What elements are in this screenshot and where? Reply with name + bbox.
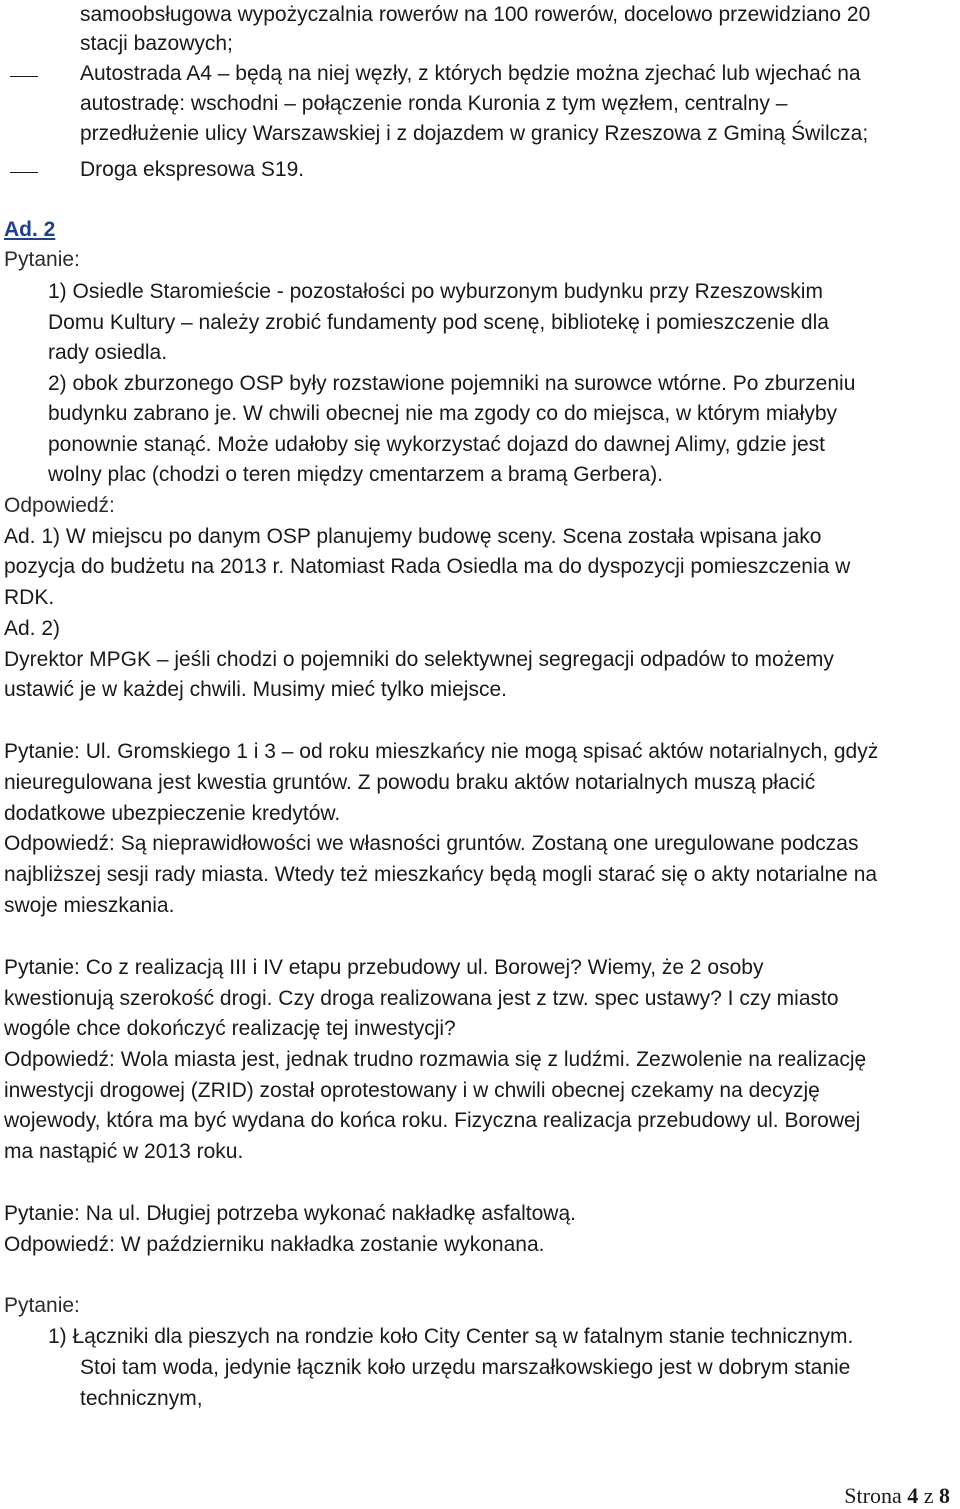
page-number [844,1483,950,1509]
text-line: inwestycji drogowej (ZRID) został oprotestowany i w chwili obecnej czekamy na decyzję [4,1079,820,1102]
text-line: Pytanie: Ul. Gromskiego 1 i 3 – od roku mieszkańcy nie mogą spisać aktów notarialnych, gdyż [4,740,879,763]
text-line: RDK. [4,586,55,609]
text-line: przedłużenie ulicy Warszawskiej i z dojazdem w granicy Rzeszowa z Gminą Świlcza; [80,122,869,145]
text-line: Odpowiedź: W październiku nakładka zostanie wykonana. [4,1233,545,1256]
text-line: kwestionują szerokość drogi. Czy droga realizowana jest z tzw. spec ustawy? I czy miasto [4,987,839,1010]
text-line: samoobsługowa wypożyczalnia rowerów na 100 rowerów, docelowo przewidziano 20 [80,3,871,26]
page-current: 4 [907,1483,919,1508]
text-line: autostradę: wschodni – połączenie ronda Kuronia z tym węzłem, centralny – [80,92,788,115]
page-mid: z [918,1483,939,1508]
text-line: 2) obok zburzonego OSP były rozstawione pojemniki na surowce wtórne. Po zburzeniu [48,372,856,395]
text-line: 1) Osiedle Staromieście - pozostałości po wyburzonym budynku przy Rzeszowskim [48,280,823,303]
text-line: wogóle chce dokończyć realizację tej inwestycji? [4,1017,456,1040]
text-line: nieuregulowana jest kwestia gruntów. Z powodu braku aktów notarialnych muszą płacić [4,771,816,794]
question-label: Pytanie: [4,248,80,271]
bullet-dash [10,172,38,173]
text-line: dodatkowe ubezpieczenie kredytów. [4,802,341,825]
text-line: ma nastąpić w 2013 roku. [4,1140,244,1163]
text-line: 1) Łączniki dla pieszych na rondzie koło City Center są w fatalnym stanie technicznym. [48,1325,854,1348]
text-line: najbliższej sesji rady miasta. Wtedy też mieszkańcy będą mogli starać się o akty notarialne na [4,863,878,886]
text-line: Stoi tam woda, jedynie łącznik koło urzędu marszałkowskiego jest w dobrym stanie [80,1356,851,1379]
text-line: rady osiedla. [48,341,168,364]
page-prefix: Strona [844,1483,908,1508]
text-line: pozycja do budżetu na 2013 r. Natomiast Rada Osiedla ma do dyspozycji pomieszczenia w [4,555,851,578]
text-line: technicznym, [80,1387,203,1410]
text-line: Odpowiedź: Wola miasta jest, jednak trudno rozmawia się z ludźmi. Zezwolenie na realizację [4,1048,867,1071]
text-line: ponownie stanąć. Może udałoby się wykorzystać dojazd do dawnej Alimy, gdzie jest [48,433,826,456]
text-line: wolny plac (chodzi o teren między cmentarzem a bramą Gerbera). [48,463,664,486]
text-line: Dyrektor MPGK – jeśli chodzi o pojemniki do selektywnej segregacji odpadów to możemy [4,648,834,671]
text-line: ustawić je w każdej chwili. Musimy mieć tylko miejsce. [4,678,507,701]
question-label: Pytanie: [4,1294,80,1317]
text-line: budynku zabrano je. W chwili obecnej nie ma zgody co do miejsca, w którym miałyby [48,402,838,425]
text-line: Ad. 2) [4,617,61,640]
text-line: Autostrada A4 – będą na niej węzły, z których będzie można zjechać lub wjechać na [80,62,861,85]
text-line: stacji bazowych; [80,32,233,55]
text-line: Ad. 1) W miejscu po danym OSP planujemy budowę sceny. Scena została wpisana jako [4,525,822,548]
text-line: Odpowiedź: Są nieprawidłowości we własności gruntów. Zostaną one uregulowane podczas [4,832,859,855]
text-line: swoje mieszkania. [4,894,175,917]
text-line: Pytanie: Co z realizacją III i IV etapu przebudowy ul. Borowej? Wiemy, że 2 osoby [4,956,764,979]
text-line: Domu Kultury – należy zrobić fundamenty pod scenę, bibliotekę i pomieszczenie dla [48,311,829,334]
text-line: wojewody, która ma być wydana do końca roku. Fizyczna realizacja przebudowy ul. Borowej [4,1109,861,1132]
bullet-dash [10,76,38,77]
section-heading: Ad. 2 [4,218,56,241]
text-line: Pytanie: Na ul. Długiej potrzeba wykonać nakładkę asfaltową. [4,1202,576,1225]
text-line: Droga ekspresowa S19. [80,158,305,181]
answer-label: Odpowiedź: [4,494,115,517]
page-total: 8 [939,1483,950,1508]
